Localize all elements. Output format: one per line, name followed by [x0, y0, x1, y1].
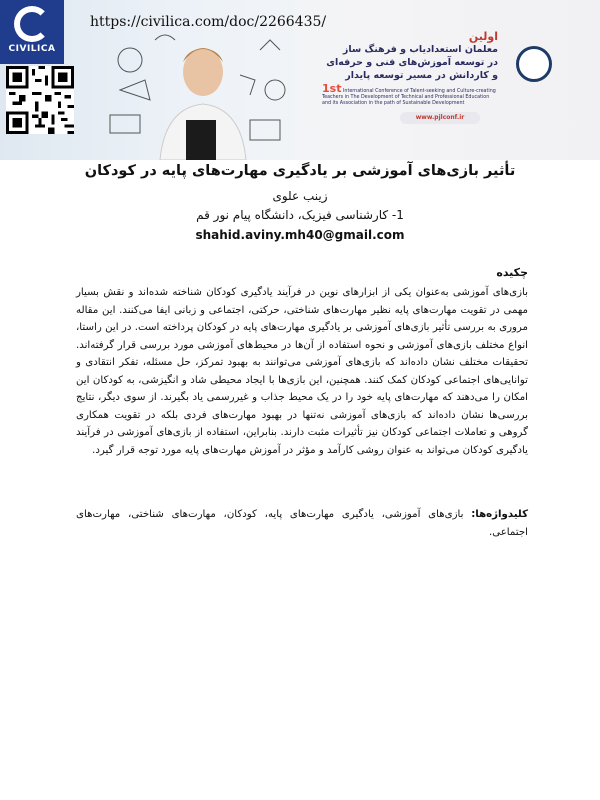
civilica-logo[interactable]: [0, 0, 64, 64]
civilica-c-icon: [14, 6, 50, 42]
keywords-label: کلیدواژه‌ها:: [471, 509, 528, 520]
conference-en-text: International Conference of Talent-seeking and Culture-creating Teachers in The Development of Technical and Professional Education and its Association in the path of Sustainable Development: [322, 89, 496, 106]
conference-website[interactable]: www.pjlconf.ir: [400, 112, 480, 124]
conference-title-line3: و کاردانش در مسیر توسعه پایدار: [345, 70, 498, 81]
author-affiliation: 1- کارشناسی فیزیک، دانشگاه پیام نور قم: [196, 208, 404, 222]
conference-ordinal: 1st: [322, 82, 342, 95]
document-url[interactable]: https://civilica.com/doc/2266435/: [90, 14, 327, 30]
keywords: [76, 506, 528, 541]
abstract-heading: چکیده: [496, 266, 528, 279]
conference-title-line2: در توسعه آموزش‌های فنی و حرفه‌ای: [326, 57, 498, 68]
civilica-logo-text: CIVILICA: [8, 44, 56, 54]
qr-code-icon[interactable]: [6, 66, 74, 134]
conference-title-en: [322, 82, 497, 107]
author-email[interactable]: shahid.aviny.mh40@gmail.com: [195, 228, 405, 242]
abstract-body: بازی‌های آموزشی به‌عنوان یکی از ابزارهای نوین در فرآیند یادگیری کودکان شناخته شده‌اند و نقش بسیار مهمی در تقویت مهارت‌های پایه نظیر مهارت‌های شناختی، حرکتی، اجتماعی و زبانی ایفا می‌کنند. این مقاله مروری به بررسی تأثیر بازی‌های آموزشی بر یادگیری مهارت‌های پایه در کودکان پرداخته است. در این راستا، انواع مختلف بازی‌های آموزشی و نحوه استفاده از آن‌ها در محیط‌های آموزشی مورد بررسی قرار گرفته‌اند. تحقیقات مختلف نشان داده‌اند که بازی‌های آموزشی می‌توانند به بهبود تمرکز، حل مسئله، تفکر انتقادی و توانایی‌های اجتماعی کودکان کمک کنند. همچنین، این بازی‌ها با ایجاد محیطی شاد و انگیزشی، به کودکان این امکان را می‌دهند که مهارت‌های پایه خود را در یک محیط جذاب و غیررسمی یاد بگیرند. از سوی دیگر، نتایج بررسی‌ها نشان داده‌اند که بازی‌های آموزشی نه‌تنها در بهبود مهارت‌های فردی بلکه در تقویت همکاری گروهی و تعاملات اجتماعی کودکان نیز تأثیرات مثبت دارند. بنابراین، استفاده از بازی‌های آموزشی در فرآیند یادگیری کودکان می‌تواند به عنوان روشی کارآمد و مؤثر در آموزش مهارت‌های پایه مورد توجه قرار گیرد.: [76, 287, 528, 456]
paper-author: زینب علوی: [272, 189, 328, 203]
conference-title-fa: [318, 30, 498, 82]
keywords-text: بازی‌های آموزشی، یادگیری مهارت‌های پایه، کودکان، مهارت‌های شناختی، مهارت‌های اجتماعی.: [76, 509, 528, 538]
conference-title-line1: معلمان استعدادیاب و فرهنگ ساز: [342, 44, 498, 55]
university-seal-icon: [516, 46, 552, 82]
conference-banner: [0, 0, 600, 160]
paper-title: تأثیر بازی‌های آموزشی بر یادگیری مهارت‌های پایه در کودکان: [84, 163, 516, 179]
conference-first-label: اولین: [468, 30, 498, 43]
teacher-illustration: [100, 20, 300, 160]
